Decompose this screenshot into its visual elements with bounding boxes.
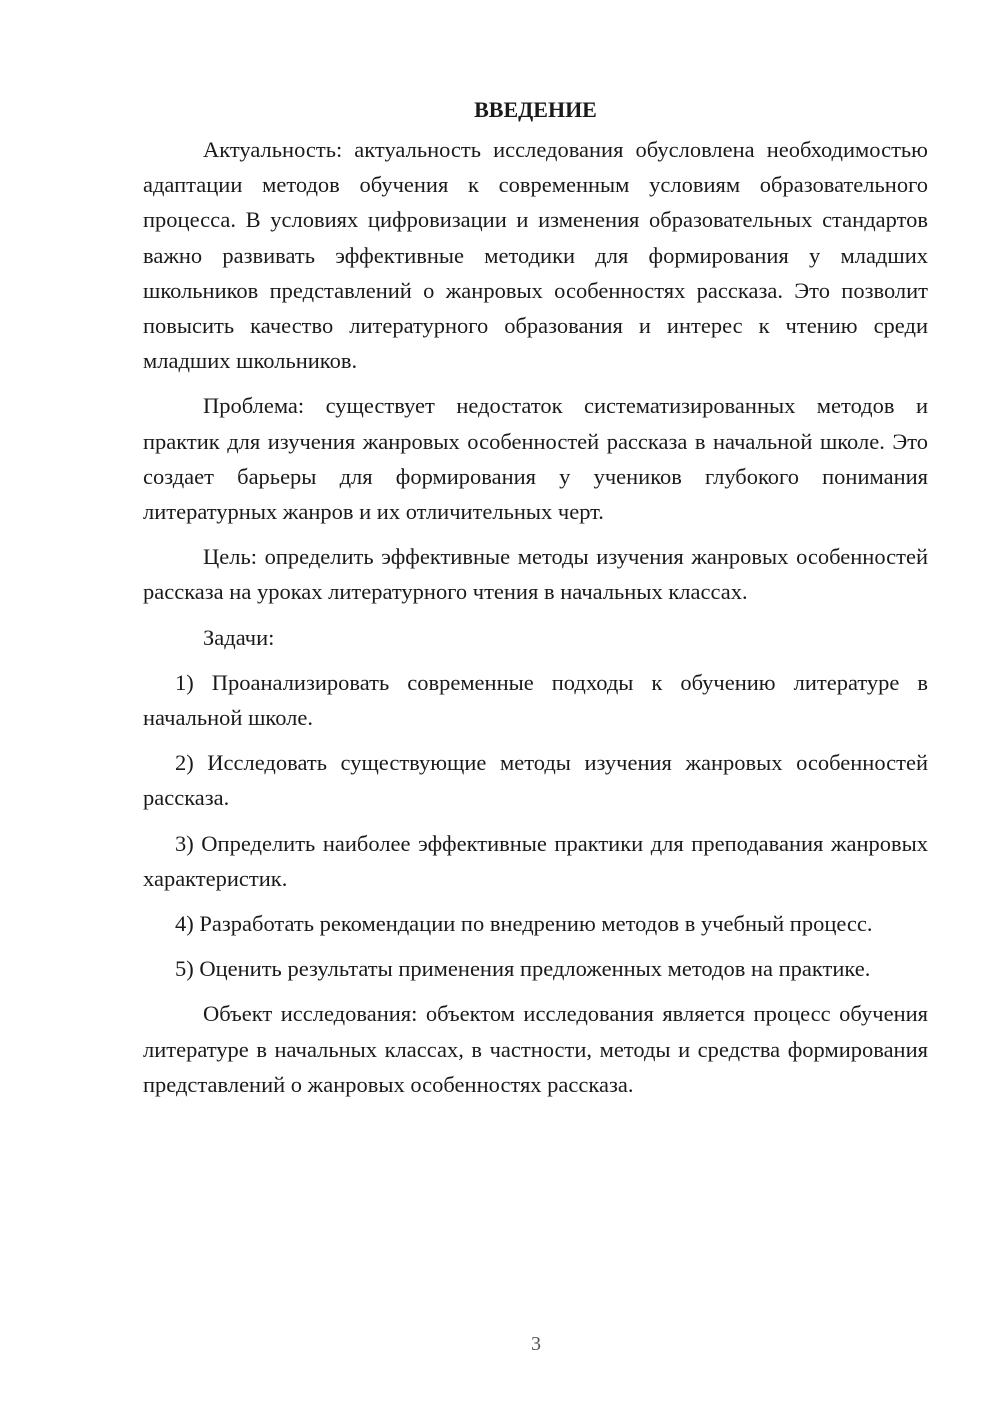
task-item-5: 5) Оценить результаты применения предложенных методов на практике. bbox=[175, 956, 871, 982]
page-content bbox=[143, 92, 928, 1112]
paragraph-problem: Проблема: существует недостаток систематизированных методов и практик для изучения жанровых особенностей рассказа в начальной школе. Это создает барьеры для формирования у учеников глубокого понимания литературных жанров и их отличительных черт. bbox=[143, 393, 928, 525]
task-item-4: 4) Разработать рекомендации по внедрению методов в учебный процесс. bbox=[175, 911, 873, 937]
section-title: ВВЕДЕНИЕ bbox=[474, 97, 597, 122]
paragraph-relevance: Актуальность: актуальность исследования обусловлена необходимостью адаптации методов обучения к современным условиям образовательного процесса. В условиях цифровизации и изменения образовательных стандартов важно развивать эффективные методики для формирования у младших школьников представлений о жанровых особенностях рассказа. Это позволит повысить качество литературного образования и интерес к чтению среди младших школьников. bbox=[143, 137, 928, 374]
task-item-1: 1) Проанализировать современные подходы к обучению литературе в начальной школе. bbox=[143, 669, 928, 731]
task-item-3: 3) Определить наиболее эффективные практики для преподавания жанровых характеристик. bbox=[143, 830, 928, 891]
paragraph-tasks-heading: Задачи: bbox=[203, 624, 275, 650]
page-number: 3 bbox=[531, 1333, 541, 1355]
task-item-2: 2) Исследовать существующие методы изучения жанровых особенностей рассказа. bbox=[143, 750, 928, 811]
paragraph-object: Объект исследования: объектом исследования является процесс обучения литературе в начальных классах, в частности, методы и средства формирования представлений о жанровых особенностях рассказа. bbox=[143, 1001, 928, 1097]
paragraph-goal: Цель: определить эффективные методы изучения жанровых особенностей рассказа на уроках литературного чтения в начальных классах. bbox=[143, 544, 928, 605]
